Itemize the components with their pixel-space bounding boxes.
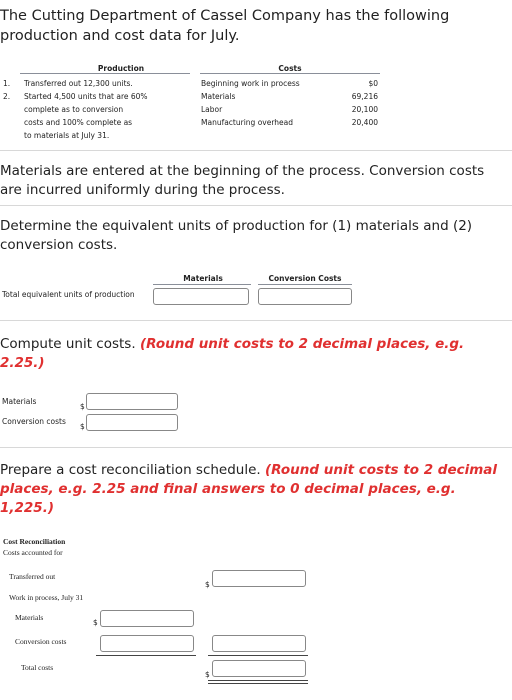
item-2-line-1: Started 4,500 units that are 60% xyxy=(24,92,148,101)
total-costs-input[interactable] xyxy=(212,660,306,677)
cost-label-materials: Materials xyxy=(201,92,236,101)
col-header-materials-rule xyxy=(153,284,251,285)
item-2-line-2: complete as to conversion xyxy=(24,105,124,114)
equiv-units-conversion-input[interactable] xyxy=(258,288,352,305)
unit-cost-conversion-label: Conversion costs xyxy=(2,417,66,426)
cost-value-bwip: $0 xyxy=(368,79,378,88)
cost-label-overhead: Manufacturing overhead xyxy=(201,118,294,127)
col-header-materials: Materials xyxy=(183,274,223,283)
q1-prompt: Determine the equivalent units of production for (1) materials and (2) conversion costs. xyxy=(0,218,473,253)
production-header: Production xyxy=(97,64,145,73)
process-note: Materials are entered at the beginning of the process. Conversion costs are incurred uniformly during the process. xyxy=(0,163,485,198)
wip-conversion-underline xyxy=(96,655,196,656)
item-1-number: 1. xyxy=(3,79,11,88)
equiv-units-materials-input[interactable] xyxy=(153,288,249,305)
total-costs-underline-2 xyxy=(208,683,308,684)
wip-materials-input[interactable] xyxy=(100,610,194,627)
divider xyxy=(0,150,512,151)
unit-cost-materials-dollar: $ xyxy=(80,402,85,411)
transferred-out-input[interactable] xyxy=(212,570,306,587)
cost-value-materials: 69,216 xyxy=(351,92,378,101)
item-2-line-4: to materials at July 31. xyxy=(24,131,110,140)
item-1-text: Transferred out 12,300 units. xyxy=(24,79,133,88)
q3-rounding-hint: (Round unit costs to 2 decimal places, e.g. 2.25 and final answers to 0 decimal places, e.g. 1,225.) xyxy=(0,462,498,516)
wip-conversion-label: Conversion costs xyxy=(15,637,67,646)
production-header-rule xyxy=(20,73,190,74)
q3-prompt: Prepare a cost reconciliation schedule. xyxy=(0,462,261,478)
problem-intro: The Cutting Department of Cassel Company has the following production and cost data for July. xyxy=(0,8,450,44)
total-costs-underline-1 xyxy=(208,680,308,681)
work-in-process-label: Work in process, July 31 xyxy=(9,593,84,602)
wip-materials-dollar: $ xyxy=(93,618,98,627)
equiv-units-label: Total equivalent units of production xyxy=(2,290,135,299)
wip-total-input[interactable] xyxy=(212,635,306,652)
unit-cost-materials-label: Materials xyxy=(2,397,37,406)
q2-rounding-hint: (Round unit costs to 2 decimal places, e.g. 2.25.) xyxy=(0,336,465,371)
divider xyxy=(0,205,512,206)
unit-cost-conversion-input[interactable] xyxy=(86,414,178,431)
cost-value-overhead: 20,400 xyxy=(351,118,378,127)
col-header-conversion: Conversion Costs xyxy=(268,274,342,283)
unit-cost-materials-input[interactable] xyxy=(86,393,178,410)
unit-cost-conversion-dollar: $ xyxy=(80,422,85,431)
total-costs-label: Total costs xyxy=(21,663,54,672)
transferred-out-dollar: $ xyxy=(205,580,210,589)
cost-label-bwip: Beginning work in process xyxy=(201,79,300,88)
wip-total-underline xyxy=(208,655,308,656)
q2-prompt: Compute unit costs. xyxy=(0,336,136,352)
total-costs-dollar: $ xyxy=(205,670,210,679)
wip-materials-label: Materials xyxy=(15,613,44,622)
cost-value-labor: 20,100 xyxy=(351,105,378,114)
transferred-out-label: Transferred out xyxy=(9,572,56,581)
cost-label-labor: Labor xyxy=(201,105,223,114)
divider xyxy=(0,447,512,448)
item-2-number: 2. xyxy=(3,92,11,101)
item-2-line-3: costs and 100% complete as xyxy=(24,118,133,127)
reconciliation-title: Cost Reconciliation xyxy=(3,537,66,546)
divider xyxy=(0,320,512,321)
wip-conversion-input[interactable] xyxy=(100,635,194,652)
col-header-conversion-rule xyxy=(258,284,352,285)
costs-accounted-for-label: Costs accounted for xyxy=(3,548,63,557)
costs-header: Costs xyxy=(278,64,302,73)
costs-header-rule xyxy=(200,73,380,74)
